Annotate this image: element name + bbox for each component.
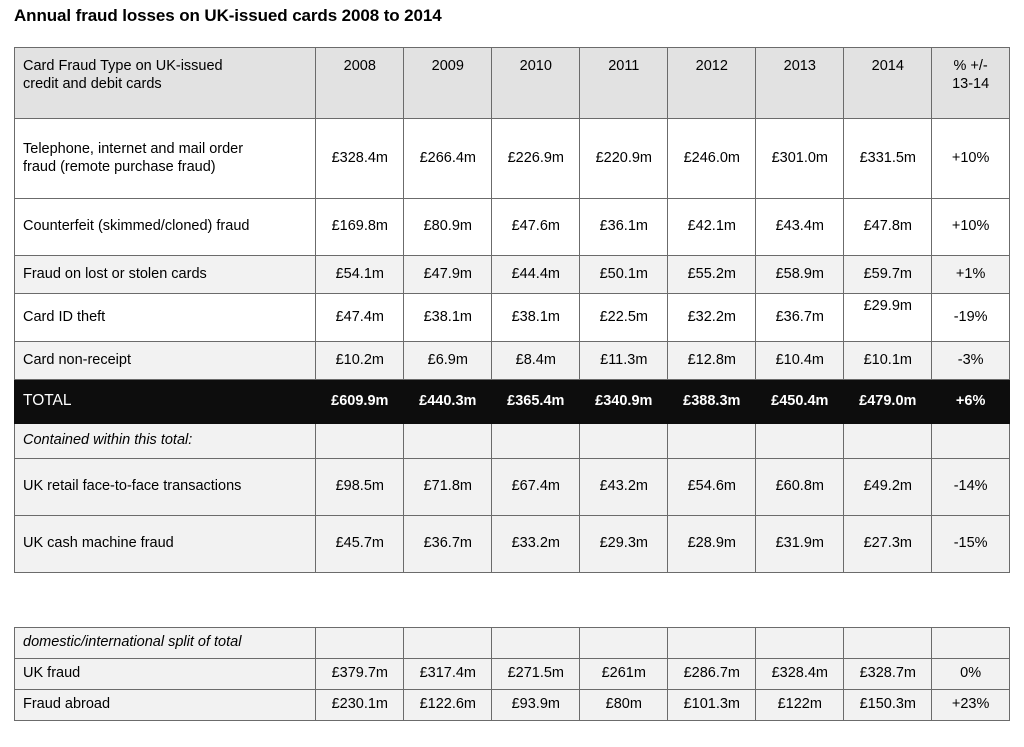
header-percent-line2: 13-14: [952, 75, 990, 92]
cell-total-2010: £365.4m: [492, 380, 580, 424]
cell-non-receipt-2014: £10.1m: [844, 342, 932, 380]
cell-uk-fraud-2013: £328.4m: [756, 659, 844, 690]
contained-note-spacer-2014: [844, 424, 932, 459]
cell-counterfeit-2008: £169.8m: [316, 199, 404, 256]
cell-cash-machine-2011: £29.3m: [580, 516, 668, 573]
cell-non-receipt-2012: £12.8m: [668, 342, 756, 380]
header-cell-2014: 2014: [844, 48, 932, 119]
cell-card-id-theft-2008: £47.4m: [316, 294, 404, 342]
domestic-international-split-table: [14, 627, 1010, 721]
cell-counterfeit-2014: £47.8m: [844, 199, 932, 256]
row-label-counterfeit-fraud: Counterfeit (skimmed/cloned) fraud: [15, 199, 316, 256]
table-row: [15, 199, 1010, 256]
table-row: [15, 690, 1010, 721]
cell-card-id-theft-2013: £36.7m: [756, 294, 844, 342]
row-label-card-non-receipt: Card non-receipt: [15, 342, 316, 380]
cell-remote-purchase-2012: £246.0m: [668, 119, 756, 199]
cell-lost-stolen-2010: £44.4m: [492, 256, 580, 294]
table-row: [15, 256, 1010, 294]
header-percent-line1: % +/-: [953, 58, 988, 74]
cell-uk-fraud-2010: £271.5m: [492, 659, 580, 690]
cell-total-2009: £440.3m: [404, 380, 492, 424]
row-label-fraud-abroad: Fraud abroad: [15, 690, 316, 721]
cell-non-receipt-2008: £10.2m: [316, 342, 404, 380]
cell-uk-retail-2009: £71.8m: [404, 459, 492, 516]
cell-remote-purchase-2014: £331.5m: [844, 119, 932, 199]
cell-counterfeit-2013: £43.4m: [756, 199, 844, 256]
cell-counterfeit-2012: £42.1m: [668, 199, 756, 256]
cell-uk-fraud-2011: £261m: [580, 659, 668, 690]
header-cell-2009: 2009: [404, 48, 492, 119]
cell-uk-retail-2014: £49.2m: [844, 459, 932, 516]
cell-non-receipt-2011: £11.3m: [580, 342, 668, 380]
cell-non-receipt-change: -3%: [932, 342, 1010, 380]
split-header-spacer-2010: [492, 628, 580, 659]
cell-lost-stolen-2011: £50.1m: [580, 256, 668, 294]
split-header-label: domestic/international split of total: [15, 628, 316, 659]
cell-fraud-abroad-2010: £93.9m: [492, 690, 580, 721]
cell-remote-purchase-2011: £220.9m: [580, 119, 668, 199]
cell-card-id-theft-2014: £29.9m: [844, 294, 932, 342]
table-total-row: [15, 380, 1010, 424]
row-label-remote-purchase-fraud: [15, 119, 316, 199]
cell-remote-purchase-2008: £328.4m: [316, 119, 404, 199]
cell-total-2013: £450.4m: [756, 380, 844, 424]
cell-fraud-abroad-2012: £101.3m: [668, 690, 756, 721]
table-row: [15, 459, 1010, 516]
cell-lost-stolen-2009: £47.9m: [404, 256, 492, 294]
header-cell-fraud-type: [15, 48, 316, 119]
row-label-uk-retail-face-to-face: UK retail face-to-face transactions: [15, 459, 316, 516]
cell-total-2014: £479.0m: [844, 380, 932, 424]
cell-uk-fraud-2012: £286.7m: [668, 659, 756, 690]
table-header-row: [15, 48, 1010, 119]
cell-uk-fraud-2008: £379.7m: [316, 659, 404, 690]
table-row: [15, 119, 1010, 199]
split-header-spacer-2008: [316, 628, 404, 659]
page-title: Annual fraud losses on UK-issued cards 2008 to 2014: [14, 6, 442, 25]
cell-fraud-abroad-2009: £122.6m: [404, 690, 492, 721]
split-header-spacer-2009: [404, 628, 492, 659]
cell-remote-purchase-2013: £301.0m: [756, 119, 844, 199]
contained-note-spacer-2013: [756, 424, 844, 459]
header-label-line1: Card Fraud Type on UK-issued: [23, 58, 223, 74]
cell-uk-retail-2010: £67.4m: [492, 459, 580, 516]
header-cell-2012: 2012: [668, 48, 756, 119]
cell-fraud-abroad-2013: £122m: [756, 690, 844, 721]
cell-fraud-abroad-2011: £80m: [580, 690, 668, 721]
cell-counterfeit-2011: £36.1m: [580, 199, 668, 256]
cell-fraud-abroad-2014: £150.3m: [844, 690, 932, 721]
cell-total-2008: £609.9m: [316, 380, 404, 424]
contained-note-spacer-2010: [492, 424, 580, 459]
cell-counterfeit-2010: £47.6m: [492, 199, 580, 256]
table-row: [15, 342, 1010, 380]
cell-non-receipt-2013: £10.4m: [756, 342, 844, 380]
cell-card-id-theft-2012: £32.2m: [668, 294, 756, 342]
cell-uk-fraud-2009: £317.4m: [404, 659, 492, 690]
split-table-header-row: [15, 628, 1010, 659]
cell-lost-stolen-2008: £54.1m: [316, 256, 404, 294]
header-cell-2008: 2008: [316, 48, 404, 119]
contained-note-spacer-2009: [404, 424, 492, 459]
row-label-line1: Telephone, internet and mail order: [23, 140, 244, 157]
cell-uk-retail-2012: £54.6m: [668, 459, 756, 516]
cell-uk-retail-2011: £43.2m: [580, 459, 668, 516]
table-row: [15, 294, 1010, 342]
cell-lost-stolen-change: +1%: [932, 256, 1010, 294]
row-label-contained-note: Contained within this total:: [15, 424, 316, 459]
cell-counterfeit-change: +10%: [932, 199, 1010, 256]
table-row: [15, 659, 1010, 690]
cell-lost-stolen-2014: £59.7m: [844, 256, 932, 294]
cell-non-receipt-2010: £8.4m: [492, 342, 580, 380]
cell-uk-fraud-2014: £328.7m: [844, 659, 932, 690]
cell-counterfeit-2009: £80.9m: [404, 199, 492, 256]
cell-cash-machine-2009: £36.7m: [404, 516, 492, 573]
cell-remote-purchase-2010: £226.9m: [492, 119, 580, 199]
cell-non-receipt-2009: £6.9m: [404, 342, 492, 380]
contained-note-spacer-change: [932, 424, 1010, 459]
cell-lost-stolen-2013: £58.9m: [756, 256, 844, 294]
row-label-lost-or-stolen: Fraud on lost or stolen cards: [15, 256, 316, 294]
cell-total-2011: £340.9m: [580, 380, 668, 424]
header-cell-2010: 2010: [492, 48, 580, 119]
cell-uk-retail-change: -14%: [932, 459, 1010, 516]
cell-lost-stolen-2012: £55.2m: [668, 256, 756, 294]
header-cell-percent-change: [932, 48, 1010, 119]
split-header-spacer-2011: [580, 628, 668, 659]
cell-uk-retail-2013: £60.8m: [756, 459, 844, 516]
row-label-line2: fraud (remote purchase fraud): [23, 158, 216, 175]
cell-uk-retail-2008: £98.5m: [316, 459, 404, 516]
cell-cash-machine-2008: £45.7m: [316, 516, 404, 573]
cell-total-2012: £388.3m: [668, 380, 756, 424]
fraud-losses-table: [14, 47, 1010, 573]
cell-remote-purchase-2009: £266.4m: [404, 119, 492, 199]
row-label-uk-fraud: UK fraud: [15, 659, 316, 690]
split-header-spacer-change: [932, 628, 1010, 659]
contained-note-spacer-2012: [668, 424, 756, 459]
row-label-uk-cash-machine-fraud: UK cash machine fraud: [15, 516, 316, 573]
header-cell-2013: 2013: [756, 48, 844, 119]
cell-cash-machine-2012: £28.9m: [668, 516, 756, 573]
cell-total-change: +6%: [932, 380, 1010, 424]
split-header-spacer-2013: [756, 628, 844, 659]
cell-cash-machine-change: -15%: [932, 516, 1010, 573]
cell-fraud-abroad-2008: £230.1m: [316, 690, 404, 721]
split-header-spacer-2012: [668, 628, 756, 659]
cell-cash-machine-2014: £27.3m: [844, 516, 932, 573]
cell-card-id-theft-change: -19%: [932, 294, 1010, 342]
cell-card-id-theft-2010: £38.1m: [492, 294, 580, 342]
cell-card-id-theft-2011: £22.5m: [580, 294, 668, 342]
table-row: [15, 516, 1010, 573]
row-label-card-id-theft: Card ID theft: [15, 294, 316, 342]
header-cell-2011: 2011: [580, 48, 668, 119]
cell-cash-machine-2010: £33.2m: [492, 516, 580, 573]
cell-uk-fraud-change: 0%: [932, 659, 1010, 690]
contained-note-spacer-2011: [580, 424, 668, 459]
contained-note-spacer-2008: [316, 424, 404, 459]
cell-fraud-abroad-change: +23%: [932, 690, 1010, 721]
cell-card-id-theft-2009: £38.1m: [404, 294, 492, 342]
cell-remote-purchase-change: +10%: [932, 119, 1010, 199]
table-subheading-row: [15, 424, 1010, 459]
row-label-total: TOTAL: [15, 380, 316, 424]
header-label-line2: credit and debit cards: [23, 75, 162, 92]
cell-cash-machine-2013: £31.9m: [756, 516, 844, 573]
split-header-spacer-2014: [844, 628, 932, 659]
